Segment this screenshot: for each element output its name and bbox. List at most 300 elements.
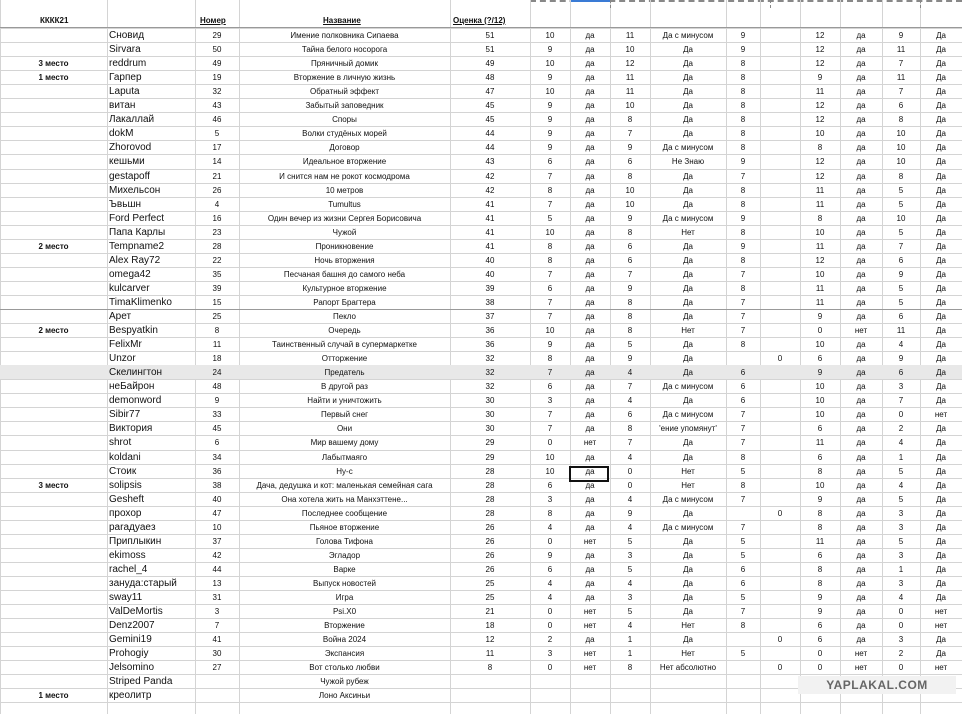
col-j-cell[interactable]: Да <box>936 115 946 124</box>
place-cell[interactable] <box>0 141 107 155</box>
score-cell[interactable]: 36 <box>485 340 495 349</box>
col-e-cell[interactable]: 5 <box>740 551 746 560</box>
col-g-cell[interactable]: 8 <box>817 509 823 518</box>
col-d-cell[interactable]: Да <box>683 87 693 96</box>
col-j-cell[interactable]: нет <box>934 621 948 630</box>
col-i-cell[interactable]: 2 <box>898 424 904 433</box>
col-g-cell[interactable]: 10 <box>815 382 825 391</box>
score-cell[interactable]: 26 <box>485 551 495 560</box>
col-c-cell[interactable]: 9 <box>627 354 633 363</box>
place-cell[interactable] <box>0 380 107 394</box>
col-a-cell[interactable]: 7 <box>547 270 553 279</box>
col-a-cell[interactable]: 9 <box>547 115 553 124</box>
col-j-cell[interactable]: Да <box>936 73 946 82</box>
col-b-cell[interactable]: да <box>585 284 595 293</box>
nick-cell[interactable]: Папа Карлы <box>109 227 166 238</box>
col-d-cell[interactable] <box>650 689 726 703</box>
col-a-cell[interactable]: 3 <box>547 396 553 405</box>
col-j-cell[interactable]: Да <box>936 214 946 223</box>
number-cell[interactable]: 50 <box>212 45 222 54</box>
nick-cell[interactable]: ValDeMortis <box>109 606 163 617</box>
number-cell[interactable]: 22 <box>212 256 222 265</box>
score-cell[interactable]: 30 <box>485 396 495 405</box>
col-h-cell[interactable]: да <box>856 523 866 532</box>
col-c-cell[interactable]: 10 <box>625 186 635 195</box>
col-d-cell[interactable]: Да <box>683 635 693 644</box>
col-j-cell[interactable]: Да <box>936 242 946 251</box>
nick-cell[interactable]: demonword <box>109 395 162 406</box>
col-h-cell[interactable]: да <box>856 354 866 363</box>
col-a-cell[interactable]: 3 <box>547 495 553 504</box>
col-e-cell[interactable] <box>726 507 760 521</box>
place-cell[interactable] <box>0 563 107 577</box>
number-cell[interactable]: 9 <box>214 396 220 405</box>
nick-cell[interactable]: ekimoss <box>109 550 146 561</box>
title-cell[interactable]: Первый снег <box>320 410 369 419</box>
col-a-cell[interactable]: 6 <box>547 382 553 391</box>
col-b-cell[interactable]: да <box>585 467 595 476</box>
col-e-cell[interactable]: 5 <box>740 467 746 476</box>
place-cell[interactable] <box>0 85 107 99</box>
col-g-cell[interactable]: 6 <box>817 424 823 433</box>
place-cell[interactable] <box>0 212 107 226</box>
place-cell[interactable] <box>0 408 107 422</box>
place-cell[interactable] <box>0 198 107 212</box>
score-cell[interactable]: 49 <box>485 59 495 68</box>
title-cell[interactable]: Ну-с <box>336 467 353 476</box>
col-g-cell[interactable]: 11 <box>815 242 825 251</box>
nick-cell[interactable]: omega42 <box>109 269 151 280</box>
col-h-cell[interactable]: да <box>856 340 866 349</box>
number-cell[interactable] <box>195 689 239 703</box>
col-g-cell[interactable]: 10 <box>815 340 825 349</box>
col-c-cell[interactable]: 8 <box>627 172 633 181</box>
col-c-cell[interactable]: 4 <box>627 495 633 504</box>
place-cell[interactable]: 3 место <box>38 481 69 490</box>
nick-cell[interactable]: Ъвьшн <box>109 199 141 210</box>
col-a-cell[interactable]: 4 <box>547 593 553 602</box>
col-g-cell[interactable]: 6 <box>817 354 823 363</box>
col-b-cell[interactable]: да <box>585 312 595 321</box>
col-a-cell[interactable]: 9 <box>547 340 553 349</box>
score-cell[interactable]: 42 <box>485 172 495 181</box>
col-a-cell[interactable]: 7 <box>547 200 553 209</box>
col-b-cell[interactable]: нет <box>583 438 597 447</box>
title-cell[interactable]: Она хотела жить на Манхэттене... <box>281 495 408 504</box>
place-cell[interactable] <box>0 451 107 465</box>
number-cell[interactable]: 36 <box>212 467 222 476</box>
col-h-cell[interactable]: да <box>856 495 866 504</box>
col-j-cell[interactable]: Да <box>936 424 946 433</box>
col-h-cell[interactable]: да <box>856 101 866 110</box>
col-g-cell[interactable]: 6 <box>817 621 823 630</box>
col-f-cell[interactable] <box>760 29 800 43</box>
col-j-cell[interactable]: Да <box>936 326 946 335</box>
col-b-cell[interactable]: да <box>585 143 595 152</box>
col-i-cell[interactable]: 11 <box>896 45 906 54</box>
title-cell[interactable]: Культурное вторжение <box>302 284 387 293</box>
score-cell[interactable]: 8 <box>487 663 493 672</box>
col-b-cell[interactable]: да <box>585 368 595 377</box>
col-b-cell[interactable]: да <box>585 172 595 181</box>
col-i-cell[interactable]: 6 <box>898 312 904 321</box>
title-cell[interactable]: Чужой <box>332 228 357 237</box>
col-b-cell[interactable]: да <box>585 157 595 166</box>
col-d-cell[interactable]: Да <box>683 73 693 82</box>
col-c-cell[interactable]: 5 <box>627 607 633 616</box>
score-cell[interactable]: 39 <box>485 284 495 293</box>
number-cell[interactable]: 30 <box>212 649 222 658</box>
col-h-cell[interactable]: да <box>856 87 866 96</box>
col-d-cell[interactable]: Да с минусом <box>662 523 714 532</box>
nick-cell[interactable]: dokM <box>109 128 134 139</box>
header-number[interactable]: Номер <box>200 16 226 25</box>
col-h-cell[interactable]: да <box>856 565 866 574</box>
col-d-cell[interactable]: Да с минусом <box>662 382 714 391</box>
col-e-cell[interactable]: 8 <box>740 73 746 82</box>
title-cell[interactable]: Проникновение <box>315 242 374 251</box>
col-h-cell[interactable]: да <box>856 59 866 68</box>
col-i-cell[interactable]: 10 <box>896 129 906 138</box>
score-cell[interactable]: 48 <box>485 73 495 82</box>
col-h-cell[interactable]: да <box>856 481 866 490</box>
col-d-cell[interactable]: Да <box>683 368 693 377</box>
col-j-cell[interactable]: Да <box>936 270 946 279</box>
nick-cell[interactable]: Sibir77 <box>109 409 141 420</box>
col-b-cell[interactable]: да <box>585 382 595 391</box>
col-d-cell[interactable]: Нет <box>681 621 695 630</box>
score-cell[interactable]: 32 <box>485 354 495 363</box>
place-cell[interactable] <box>0 661 107 675</box>
col-e-cell[interactable]: 8 <box>740 256 746 265</box>
col-h-cell[interactable]: да <box>856 172 866 181</box>
place-cell[interactable] <box>0 619 107 633</box>
col-h-cell[interactable]: да <box>856 157 866 166</box>
col-i-cell[interactable]: 0 <box>898 410 904 419</box>
place-cell[interactable] <box>0 675 107 689</box>
place-cell[interactable] <box>0 310 107 324</box>
score-cell[interactable]: 41 <box>485 228 495 237</box>
number-cell[interactable]: 38 <box>212 481 222 490</box>
col-a-cell[interactable]: 9 <box>547 551 553 560</box>
nick-cell[interactable]: Laputa <box>109 86 140 97</box>
col-a-cell[interactable]: 7 <box>547 368 553 377</box>
col-a-cell[interactable]: 10 <box>545 453 555 462</box>
col-b-cell[interactable] <box>570 675 610 689</box>
nick-cell[interactable]: витан <box>109 100 136 111</box>
place-cell[interactable] <box>0 577 107 591</box>
col-d-cell[interactable]: Не Знаю <box>671 157 705 166</box>
col-g-cell[interactable]: 9 <box>817 495 823 504</box>
col-c-cell[interactable]: 7 <box>627 438 633 447</box>
title-cell[interactable]: Идеальное вторжение <box>302 157 387 166</box>
col-c-cell[interactable]: 8 <box>627 298 633 307</box>
col-c-cell[interactable]: 6 <box>627 157 633 166</box>
col-d-cell[interactable]: Да <box>683 438 693 447</box>
title-cell[interactable]: Выпуск новостей <box>312 579 377 588</box>
col-e-cell[interactable]: 7 <box>740 298 746 307</box>
place-cell[interactable]: 3 место <box>38 59 69 68</box>
number-cell[interactable]: 27 <box>212 663 222 672</box>
col-b-cell[interactable]: да <box>585 396 595 405</box>
col-f-cell[interactable] <box>760 577 800 591</box>
col-f-cell[interactable] <box>760 647 800 661</box>
place-cell[interactable]: 2 место <box>38 326 69 335</box>
col-j-cell[interactable]: Да <box>936 396 946 405</box>
nick-cell[interactable]: paraдуaeз <box>109 522 156 533</box>
col-i-cell[interactable]: 6 <box>898 256 904 265</box>
title-cell[interactable]: Варке <box>333 565 356 574</box>
score-cell[interactable]: 51 <box>485 31 495 40</box>
col-f-cell[interactable] <box>760 57 800 71</box>
number-cell[interactable]: 8 <box>214 326 220 335</box>
col-j-cell[interactable]: Да <box>936 509 946 518</box>
nick-cell[interactable]: rachel_4 <box>109 564 148 575</box>
col-f-cell[interactable] <box>760 479 800 493</box>
place-cell[interactable] <box>0 493 107 507</box>
place-cell[interactable] <box>0 127 107 141</box>
score-cell[interactable]: 32 <box>485 368 495 377</box>
nick-cell[interactable]: креолитр <box>109 690 152 701</box>
col-h-cell[interactable]: да <box>856 284 866 293</box>
col-i-cell[interactable]: 5 <box>898 467 904 476</box>
col-a-cell[interactable]: 9 <box>547 45 553 54</box>
col-j-cell[interactable]: Да <box>936 129 946 138</box>
col-d-cell[interactable]: Да <box>683 115 693 124</box>
col-e-cell[interactable]: 7 <box>740 523 746 532</box>
nick-cell[interactable]: Gemini19 <box>109 634 152 645</box>
col-f-cell[interactable]: 0 <box>777 354 783 363</box>
col-e-cell[interactable]: 8 <box>740 87 746 96</box>
col-j-cell[interactable]: Да <box>936 200 946 209</box>
number-cell[interactable]: 26 <box>212 186 222 195</box>
col-f-cell[interactable] <box>760 394 800 408</box>
col-i-cell[interactable]: 5 <box>898 200 904 209</box>
nick-cell[interactable]: Виктория <box>109 423 153 434</box>
col-b-cell[interactable]: да <box>585 410 595 419</box>
col-f-cell[interactable] <box>760 198 800 212</box>
col-j-cell[interactable]: Да <box>936 523 946 532</box>
col-j-cell[interactable]: Да <box>936 438 946 447</box>
score-cell[interactable]: 41 <box>485 214 495 223</box>
col-g-cell[interactable]: 10 <box>815 129 825 138</box>
col-f-cell[interactable] <box>760 85 800 99</box>
col-d-cell[interactable]: Нет <box>681 481 695 490</box>
col-e-cell[interactable]: 9 <box>740 157 746 166</box>
col-i-cell[interactable]: 3 <box>898 579 904 588</box>
place-cell[interactable] <box>0 465 107 479</box>
col-i-cell[interactable]: 3 <box>898 635 904 644</box>
col-h-cell[interactable]: да <box>856 621 866 630</box>
col-j-cell[interactable]: Да <box>936 157 946 166</box>
number-cell[interactable]: 37 <box>212 537 222 546</box>
col-e-cell[interactable]: 5 <box>740 649 746 658</box>
place-cell[interactable] <box>0 268 107 282</box>
nick-cell[interactable]: Лакаллай <box>109 114 155 125</box>
col-g-cell[interactable]: 0 <box>817 649 823 658</box>
col-g-cell[interactable]: 12 <box>815 172 825 181</box>
col-a-cell[interactable]: 7 <box>547 410 553 419</box>
place-cell[interactable] <box>0 155 107 169</box>
number-cell[interactable]: 18 <box>212 354 222 363</box>
col-c-cell[interactable]: 10 <box>625 45 635 54</box>
col-a-cell[interactable]: 0 <box>547 663 553 672</box>
col-f-cell[interactable] <box>760 254 800 268</box>
title-cell[interactable]: Дача, дедушка и кот: маленькая семейная сага <box>256 481 433 490</box>
col-j-cell[interactable]: Да <box>936 382 946 391</box>
col-f-cell[interactable] <box>760 324 800 338</box>
col-g-cell[interactable]: 12 <box>815 59 825 68</box>
title-cell[interactable]: Рапорт Брагтера <box>313 298 376 307</box>
col-a-cell[interactable]: 7 <box>547 172 553 181</box>
col-b-cell[interactable]: да <box>585 326 595 335</box>
col-g-cell[interactable]: 12 <box>815 45 825 54</box>
title-cell[interactable]: Экспансия <box>324 649 365 658</box>
score-cell[interactable]: 41 <box>485 200 495 209</box>
place-cell[interactable] <box>0 282 107 296</box>
col-i-cell[interactable]: 5 <box>898 537 904 546</box>
col-f-cell[interactable]: 0 <box>777 635 783 644</box>
score-cell[interactable]: 11 <box>485 649 495 658</box>
number-cell[interactable]: 13 <box>212 579 222 588</box>
title-cell[interactable]: Вторжение <box>324 621 365 630</box>
col-j-cell[interactable]: Да <box>936 495 946 504</box>
col-f-cell[interactable] <box>760 282 800 296</box>
place-cell[interactable] <box>0 422 107 436</box>
place-cell[interactable]: 1 место <box>38 691 69 700</box>
col-c-cell[interactable] <box>610 689 650 703</box>
col-b-cell[interactable]: да <box>585 340 595 349</box>
col-g-cell[interactable]: 6 <box>817 635 823 644</box>
title-cell[interactable]: Tumultus <box>328 200 361 209</box>
col-j-cell[interactable]: Да <box>936 635 946 644</box>
col-d-cell[interactable]: Да <box>683 396 693 405</box>
col-a-cell[interactable]: 0 <box>547 537 553 546</box>
number-cell[interactable]: 42 <box>212 551 222 560</box>
col-d-cell[interactable]: Нет <box>681 649 695 658</box>
title-cell[interactable]: Тайна белого носорога <box>301 45 388 54</box>
col-e-cell[interactable]: 8 <box>740 115 746 124</box>
score-cell[interactable]: 45 <box>485 115 495 124</box>
col-f-cell[interactable] <box>760 113 800 127</box>
nick-cell[interactable]: Prohogiy <box>109 648 149 659</box>
col-j-cell[interactable]: Да <box>936 186 946 195</box>
number-cell[interactable]: 32 <box>212 87 222 96</box>
col-j-cell[interactable]: Да <box>936 453 946 462</box>
col-h-cell[interactable]: да <box>856 579 866 588</box>
col-h-cell[interactable]: да <box>856 424 866 433</box>
col-g-cell[interactable]: 0 <box>817 326 823 335</box>
col-a-cell[interactable]: 10 <box>545 31 555 40</box>
col-e-cell[interactable]: 8 <box>740 284 746 293</box>
col-c-cell[interactable]: 8 <box>627 424 633 433</box>
col-c-cell[interactable]: 5 <box>627 565 633 574</box>
col-c-cell[interactable]: 9 <box>627 284 633 293</box>
col-c-cell[interactable]: 7 <box>627 382 633 391</box>
col-a-cell[interactable]: 6 <box>547 481 553 490</box>
col-d-cell[interactable]: Да <box>683 270 693 279</box>
col-a-cell[interactable]: 10 <box>545 59 555 68</box>
col-d-cell[interactable]: Да <box>683 593 693 602</box>
col-j-cell[interactable]: Да <box>936 31 946 40</box>
col-b-cell[interactable]: да <box>585 214 595 223</box>
col-h-cell[interactable]: да <box>856 410 866 419</box>
place-cell[interactable] <box>0 226 107 240</box>
col-d-cell[interactable]: Да <box>683 45 693 54</box>
col-c-cell[interactable]: 4 <box>627 453 633 462</box>
col-i-cell[interactable]: 4 <box>898 593 904 602</box>
col-j-cell[interactable]: Да <box>936 649 946 658</box>
col-d-cell[interactable]: Да с минусом <box>662 31 714 40</box>
col-h-cell[interactable]: да <box>856 228 866 237</box>
col-g-cell[interactable]: 11 <box>815 298 825 307</box>
col-i-cell[interactable]: 11 <box>896 73 906 82</box>
col-i-cell[interactable]: 0 <box>898 621 904 630</box>
col-e-cell[interactable]: 8 <box>740 200 746 209</box>
nick-cell[interactable]: Tempname2 <box>109 241 165 252</box>
number-cell[interactable]: 14 <box>212 157 222 166</box>
col-b-cell[interactable]: нет <box>583 537 597 546</box>
col-d-cell[interactable]: 'ение упомянут' <box>659 424 717 433</box>
number-cell[interactable]: 34 <box>212 453 222 462</box>
col-e-cell[interactable]: 8 <box>740 621 746 630</box>
col-c-cell[interactable]: 6 <box>627 242 633 251</box>
col-f-cell[interactable] <box>760 535 800 549</box>
col-h-cell[interactable]: да <box>856 45 866 54</box>
nick-cell[interactable]: Арет <box>109 311 132 322</box>
col-b-cell[interactable]: да <box>585 73 595 82</box>
number-cell[interactable]: 39 <box>212 284 222 293</box>
title-cell[interactable]: Лоно Аксиньи <box>318 691 371 700</box>
col-c-cell[interactable]: 4 <box>627 579 633 588</box>
nick-cell[interactable]: Zhorovod <box>109 142 152 153</box>
place-cell[interactable] <box>0 184 107 198</box>
col-g-cell[interactable]: 12 <box>815 256 825 265</box>
col-h-cell[interactable]: да <box>856 242 866 251</box>
col-b-cell[interactable]: да <box>585 593 595 602</box>
score-cell[interactable]: 45 <box>485 101 495 110</box>
nick-cell[interactable]: TimaKlimenko <box>109 297 172 308</box>
col-e-cell[interactable]: 8 <box>740 129 746 138</box>
col-g-cell[interactable]: 8 <box>817 143 823 152</box>
col-e-cell[interactable] <box>726 675 760 689</box>
col-e-cell[interactable]: 5 <box>740 593 746 602</box>
title-cell[interactable]: В другой раз <box>321 382 368 391</box>
col-d-cell[interactable]: Да <box>683 579 693 588</box>
col-h-cell[interactable]: да <box>856 298 866 307</box>
col-a-cell[interactable]: 7 <box>547 312 553 321</box>
col-e-cell[interactable]: 6 <box>740 382 746 391</box>
col-i-cell[interactable]: 10 <box>896 214 906 223</box>
col-i-cell[interactable]: 5 <box>898 228 904 237</box>
place-cell[interactable] <box>0 507 107 521</box>
col-e-cell[interactable] <box>726 633 760 647</box>
score-cell[interactable]: 12 <box>485 635 495 644</box>
col-a-cell[interactable]: 9 <box>547 73 553 82</box>
col-e-cell[interactable]: 7 <box>740 607 746 616</box>
score-cell[interactable]: 21 <box>485 607 495 616</box>
col-c-cell[interactable]: 9 <box>627 509 633 518</box>
score-cell[interactable]: 25 <box>485 593 495 602</box>
col-i-cell[interactable]: 6 <box>898 368 904 377</box>
score-cell[interactable]: 38 <box>485 298 495 307</box>
col-f-cell[interactable] <box>760 380 800 394</box>
col-f-cell[interactable] <box>760 141 800 155</box>
col-e-cell[interactable] <box>726 661 760 675</box>
col-g-cell[interactable]: 9 <box>817 312 823 321</box>
nick-cell[interactable]: Denz2007 <box>109 620 155 631</box>
score-cell[interactable]: 18 <box>485 621 495 630</box>
